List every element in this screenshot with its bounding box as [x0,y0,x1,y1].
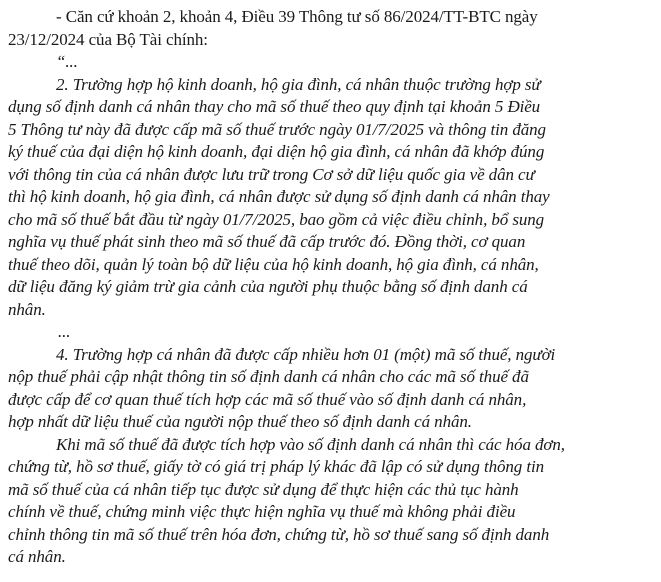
section-4 [8,344,651,434]
section-2-line: thì hộ kinh doanh, hộ gia đình, cá nhân được sử dụng số định danh cá nhân thay [8,187,550,206]
section-2-line: thuế theo dõi, quản lý toàn bộ dữ liệu của hộ kinh doanh, hộ gia đình, cá nhân, [8,254,539,274]
header-line-2: 23/12/2024 của Bộ Tài chính: [8,29,208,49]
section-2-line: nghĩa vụ thuế phát sinh theo mã số thuế đã cấp trước đó. Đồng thời, cơ quan [8,232,526,251]
header-line-1: - Căn cứ khoản 2, khoản 4, Điều 39 Thông tư số 86/2024/TT-BTC ngày [56,7,538,26]
section-4b-line: chính về thuế, chứng minh việc thực hiện nghĩa vụ thuế mà không phải điều [8,502,516,521]
section-4-paragraph-2 [8,434,651,569]
section-2-line: nhân. [8,299,46,319]
section-2-line: 2. Trường hợp hộ kinh doanh, hộ gia đình, cá nhân thuộc trường hợp sử [56,74,541,94]
section-2-line: dữ liệu đăng ký giảm trừ gia cảnh của người phụ thuộc bằng số định danh cá [8,277,528,296]
ellipsis-mid: ... [58,322,71,341]
section-2-line: dụng số định danh cá nhân thay cho mã số thuế theo quy định tại khoản 5 Điều [8,97,541,116]
section-4b-line: Khi mã số thuế đã được tích hợp vào số định danh cá nhân thì các hóa đơn, [56,434,565,454]
section-2-line: ký thuế của đại diện hộ kinh doanh, đại diện hộ gia đình, cá nhân đã khớp đúng [8,142,545,161]
section-2-line: với thông tin của cá nhân được lưu trữ trong Cơ sở dữ liệu quốc gia về dân cư [8,164,535,184]
section-2 [8,74,651,322]
section-4b-line: chứng từ, hồ sơ thuế, giấy tờ có giá trị pháp lý khác đã lập có sử dụng thông tin [8,457,545,476]
section-4-line: hợp nhất dữ liệu thuế của người nộp thuế theo số định danh cá nhân. [8,412,472,431]
section-2-line: 5 Thông tư này đã được cấp mã số thuế trước ngày 01/7/2025 và thông tin đăng [8,119,546,139]
section-4b-line: mã số thuế của cá nhân tiếp tục được sử dụng để thực hiện các thủ tục hành [8,479,519,499]
section-2-line: cho mã số thuế bắt đầu từ ngày 01/7/2025, bao gồm cả việc điều chỉnh, bổ sung [8,209,545,229]
section-4-line: nộp thuế phải cập nhật thông tin số định danh cá nhân cho các mã số thuế đã [8,367,529,386]
section-4-line: 4. Trường hợp cá nhân đã được cấp nhiều hơn 01 (một) mã số thuế, người [56,344,556,364]
section-4b-line: chỉnh thông tin mã số thuế trên hóa đơn, chứng từ, hồ sơ thuế sang số định danh [8,524,550,544]
section-4-line: được cấp để cơ quan thuế tích hợp các mã số thuế vào số định danh cá nhân, [8,389,527,409]
section-4b-line: cá nhân. [8,547,66,566]
ellipsis-open: “... [56,52,78,71]
